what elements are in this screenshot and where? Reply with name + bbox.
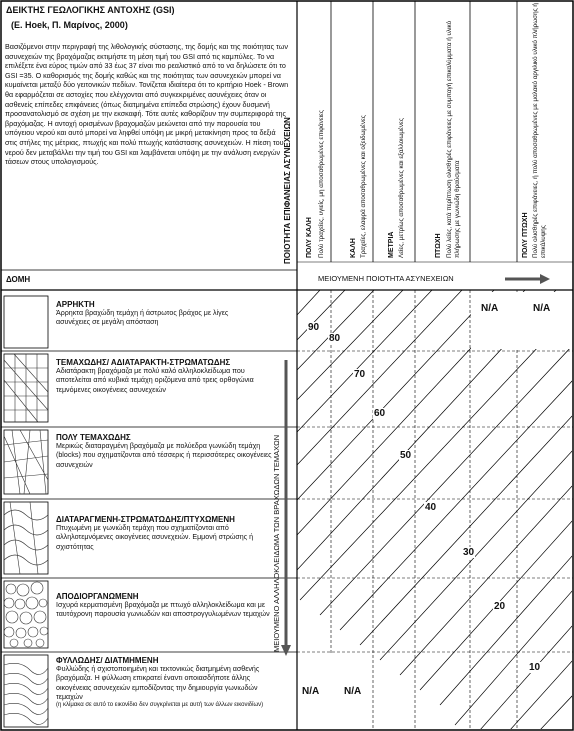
na-poor-intact: N/A xyxy=(481,303,499,314)
na-very-good-foliated: N/A xyxy=(302,686,320,697)
row-disintegrated-title: ΑΠΟΔΙΟΡΓΑΝΩΜΕΝΗ xyxy=(56,592,139,601)
gsi-label-10: 10 xyxy=(529,662,541,673)
gsi-label-40: 40 xyxy=(425,502,437,513)
row-foliated-note: (η κλίμακα σε αυτό το εικονίδιο δεν συγκρίνεται με αυτή των άλλων εικονιδίων) xyxy=(56,702,264,709)
gsi-label-20: 20 xyxy=(494,601,506,612)
decreasing-interlock-label: ΜΕΙΟΥΜΕΝΟ ΑΛΛΗΛΟΚΛΕΙΔΩΜΑ ΤΩΝ ΒΡΑΧΩΔΩΝ ΤΕΜΑΧΩΝ xyxy=(272,434,281,652)
row-disintegrated-desc: Ισχυρά κερματισμένη βραχόμαζα με πτωχό αλληλοκλείδωμα και με ταυτόχρονη παρουσία γωνιωδών και αποστρογγυλωμένων τεμαχών xyxy=(56,601,270,619)
gsi-label-90: 90 xyxy=(308,322,320,333)
row-blocky-title: ΤΕΜΑΧΩΔΗΣ/ ΑΔΙΑΤΑΡΑΚΤΗ-ΣΤΡΩΜΑΤΩΔΗΣ xyxy=(56,358,231,367)
row-foliated xyxy=(56,656,278,709)
decreasing-quality-label: ΜΕΙΟΥΜΕΝΗ ΠΟΙΟΤΗΤΑ ΑΣΥΝΕΧΕΙΩΝ xyxy=(318,274,454,283)
na-good-foliated: N/A xyxy=(344,686,362,697)
col-good-title: ΚΑΛΗ xyxy=(350,238,357,258)
row-intact-desc: Άρρηκτα βραχώδη τεμάχη ή άστρωτος βράχος με λίγες ασυνέχειες σε μεγάλη απόσταση xyxy=(56,309,229,327)
col-fair-title: ΜΕΤΡΙΑ xyxy=(388,231,395,258)
col-poor-desc: Πολύ λείες, κατά περίπτωση ολισθηρές επιφάνειες με συμπαγή επικαλύμματα ή υλικό πλήρωσης με γωνιώδη θραύσματα xyxy=(446,20,461,258)
col-very-good-desc: Πολύ τραχείες, υγιείς, μη αποσαθρωμένες επιφάνειες xyxy=(318,110,325,258)
col-very-good-title: ΠΟΛΥ ΚΑΛΗ xyxy=(306,217,313,258)
col-poor-title: ΠΤΩΧΗ xyxy=(435,233,442,258)
row-very-blocky-desc: Μερικώς διαταραγμένη βραχόμαζα με πολύεδρα γωνιώδη τεμάχη (blocks) που σχηματίζονται από τέσσερις ή περισσότερες οικογένειες ασυνεχειών xyxy=(56,442,272,469)
gsi-label-70: 70 xyxy=(354,369,366,380)
row-foliated-desc: Φυλλώδης ή σχιστοποιημένη και τεκτονικώς διατμημένη ασθενής βραχόμαζα. Η φύλλωση επικρατεί έναντι οποιασδήποτε άλλης οικογένειας ασυνεχειών εμποδίζοντας την δημιουργία γωνιωδών τεμαχών xyxy=(56,665,260,701)
chart-title: ΔΕΙΚΤΗΣ ΓΕΩΛΟΓΙΚΗΣ ΑΝΤΟΧΗΣ (GSI) xyxy=(6,5,175,15)
row-blocky xyxy=(56,358,274,395)
col-fair-desc: Λείες, μετρίως αποσαθρωμένες και εξαλλοιωμένες xyxy=(398,118,405,258)
gsi-label-80: 80 xyxy=(329,333,341,344)
chart-description: Βασιζόμενοι στην περιγραφή της λιθολογικής σύστασης, της δομής και της ποιότητας των ασυνεχειών της βραχόμαζας εκτιμήστε τη μέση τιμή του GSI από τις καμπύλες. Το να επιλέξετε ένα εύρος τιμών από 33 έως 37 είναι πιο ρεαλιστικό από το να δηλώσετε ότι το GSI =35. Ο καθορισμός της δομής καθώς και της ποιότητας των ασυνεχειών μπορεί να κυμαίνεται μεταξύ δύο γειτονικών πεδίων. Τονίζεται ιδιαίτερα ότι το κριτήριο Hoek - Brown θα εφαρμόζεται σε αστοχίες που ελέγχονται από συγκεκριμένες ασυνέχειες όταν οι ασθενείς επίπεδες επιφάνειες (όπως διατμημένα επίπεδα στρώσης) έχουν δυσμενή προσανατολισμό σε σχέση με την εκσκαφή. Τότε αυτές καθορίζουν την συμπεριφορά της βραχόμαζας. Η αντοχή ορισμένων βραχομαζών μειώνεται από την παρουσία του υπόγειου νερού και αυτό μπορεί να ληφθεί υπόψη με μικρή μετακίνηση προς τα δεξιά στις στήλες της μέτριας, πτωχής και πολύ πτωχής κατάστασης ασυνεχειών. Η πίεση του νερού δεν μεταβάλλει την τιμή του GSI και λαμβάνεται υπόψη με την ανάλυση ενεργών τάσεων στους υπολογισμούς. xyxy=(5,42,289,167)
gsi-label-60: 60 xyxy=(374,408,386,419)
row-foliated-title: ΦΥΛΛΩΔΗΣ/ ΔΙΑΤΜΗΜΕΝΗ xyxy=(56,656,159,665)
structure-label: ΔΟΜΗ xyxy=(6,275,31,284)
row-disturbed-title: ΔΙΑΤΑΡΑΓΜΕΝΗ-ΣΤΡΩΜΑΤΩΔΗΣ/ΠΤΥΧΩΜΕΝΗ xyxy=(56,515,235,524)
col-good-desc: Τραχείες, ελαφρά αποσαθρωμένες και οξειδωμένες xyxy=(360,115,367,258)
na-very-poor-intact: N/A xyxy=(533,303,551,314)
gsi-label-30: 30 xyxy=(463,547,475,558)
row-very-blocky xyxy=(56,433,274,470)
row-intact-title: ΑΡΡΗΚΤΗ xyxy=(56,300,95,309)
row-disturbed xyxy=(56,515,278,552)
row-blocky-desc: Αδιατάρακτη βραχόμαζα με πολύ καλό αλληλοκλείδωμα που αποτελείται από κυβικά τεμάχη οριζόμενα από τρεις ορθογώνια τεμνόμενες οικογένειες ασυνεχειών xyxy=(56,367,254,394)
col-very-poor-desc: Πολύ ολισθηρές επιφάνειες, ή πολύ αποσαθρωμένες με μαλακό αργιλικό υλικό πλήρωσης ή επικάλυψης xyxy=(532,3,547,258)
gsi-label-50: 50 xyxy=(400,450,412,461)
col-very-poor-title: ΠΟΛΥ ΠΤΩΧΗ xyxy=(522,212,529,258)
row-disturbed-desc: Πτυχωμένη με γωνιώδη τεμάχη που σχηματίζονται από αλληλοτεμνόμενες οικογένειες ασυνεχειών. Εμμονή στρώσης ή σχιστότητας xyxy=(56,524,254,551)
chart-authors: (Ε. Hoek, Π. Μαρίνος, 2000) xyxy=(11,20,128,30)
row-disintegrated xyxy=(56,592,274,620)
row-intact xyxy=(56,300,256,328)
surface-quality-label: ΠΟΙΟΤΗΤΑ ΕΠΙΦΑΝΕΙΑΣ ΑΣΥΝΕΧΕΙΩΝ xyxy=(283,117,292,264)
row-very-blocky-title: ΠΟΛΥ ΤΕΜΑΧΩΔΗΣ xyxy=(56,433,131,442)
